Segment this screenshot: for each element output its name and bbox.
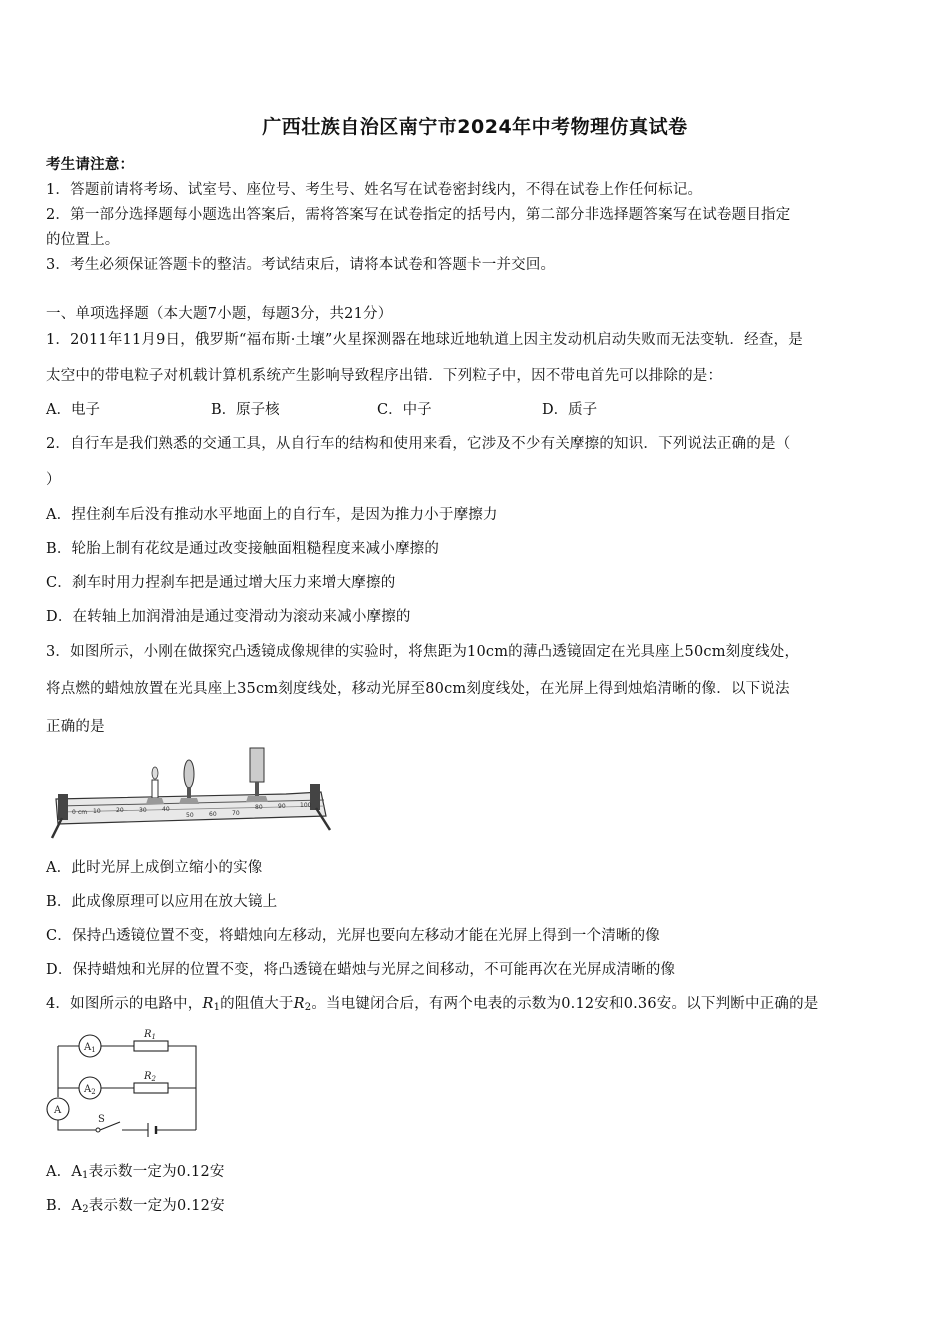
r2-symbol: R (293, 996, 305, 1012)
question-2-text: ） (46, 472, 61, 488)
option-a (46, 1160, 225, 1181)
option-b: B．此成像原理可以应用在放大镜上 (46, 894, 278, 910)
option-b (46, 1194, 225, 1215)
option-a: A．捏住刹车后没有推动水平地面上的自行车，是因为推力小于摩擦力 (46, 507, 498, 523)
option-a: A．电子 (46, 402, 100, 418)
optical-bench-figure (46, 744, 338, 842)
resistor-r1-label: R (144, 1029, 152, 1040)
scale-label: 40 (162, 806, 170, 813)
question-3-text: 3．如图所示，小刚在做探究凸透镜成像规律的实验时，将焦距为10cm的薄凸透镜固定在光具座上50cm刻度线处， (46, 644, 800, 660)
option-prefix: A．A (46, 1164, 83, 1180)
question-3-text: 正确的是 (46, 719, 105, 735)
scale-label: 80 (255, 804, 263, 811)
option-rest: 表示数一定为0.12安 (88, 1164, 225, 1180)
scale-label: 0 (72, 809, 76, 816)
notice-item: 3．考生必须保证答题卡的整洁。考试结束后，请将本试卷和答题卡一并交回。 (46, 257, 556, 273)
option-d: D．在转轴上加润滑油是通过变滑动为滚动来减小摩擦的 (46, 609, 411, 625)
r1-symbol: R (202, 996, 214, 1012)
question-3-text: 将点燃的蜡烛放置在光具座上35cm刻度线处，移动光屏至80cm刻度线处，在光屏上得到烛焰清晰的像．以下说法 (46, 681, 790, 697)
scale-unit: cm (78, 809, 88, 816)
option-d: D．保持蜡烛和光屏的位置不变，将凸透镜在蜡烛与光屏之间移动，不可能再次在光屏成清晰的像 (46, 962, 676, 978)
svg-text:A2 (83, 1084, 96, 1096)
option-c: C．保持凸透镜位置不变，将蜡烛向左移动，光屏也要向左移动才能在光屏上得到一个清晰的像 (46, 928, 660, 944)
page-title: 广西壮族自治区南宁市2024年中考物理仿真试卷 (262, 116, 688, 138)
svg-text:A1 (83, 1042, 96, 1054)
scale-label: 90 (278, 803, 286, 810)
ammeter-a1-label: A (84, 1042, 92, 1053)
question-4-text (46, 992, 818, 1013)
notice-item: 的位置上。 (46, 232, 120, 248)
resistor-r1-subscript: 1 (151, 1033, 156, 1041)
scale-label: 70 (232, 810, 240, 817)
question-1-text: 1．2011年11月9日，俄罗斯“福布斯·土壤”火星探测器在地球近地轨道上因主发动机启动失败而无法变轨．经查，是 (46, 332, 803, 348)
scale-label: 60 (209, 811, 217, 818)
option-b: B．原子核 (211, 402, 280, 418)
resistor-r2-label: R (144, 1071, 152, 1082)
section-heading: 一、单项选择题（本大题7小题，每题3分，共21分） (46, 306, 393, 322)
svg-text:R2 (143, 1071, 157, 1083)
switch-label: S (98, 1114, 105, 1125)
option-subscript: 2 (82, 1204, 89, 1215)
question-2-text: 2．自行车是我们熟悉的交通工具，从自行车的结构和使用来看，它涉及不少有关摩擦的知识．下列说法正确的是（ (46, 436, 791, 452)
r2-subscript: 2 (304, 1002, 312, 1013)
ammeter-a-label: A (54, 1105, 62, 1116)
question-text-part: 。当电键闭合后，有两个电表的示数为0.12安和0.36安。以下判断中正确的是 (311, 996, 819, 1012)
question-1-text: 太空中的带电粒子对机载计算机系统产生影响导致程序出错．下列粒子中，因不带电首先可以排除的是： (46, 368, 723, 384)
scale-label: 30 (139, 807, 147, 814)
scale-label: 50 (186, 812, 194, 819)
notice-item: 2．第一部分选择题每小题选出答案后，需将答案写在试卷指定的括号内，第二部分非选择题答案写在试卷题目指定 (46, 207, 791, 223)
scale-label: 20 (116, 807, 124, 814)
ammeter-a2-label: A (84, 1084, 92, 1095)
svg-text:R1 (143, 1029, 156, 1041)
option-prefix: B．A (46, 1198, 83, 1214)
option-c: C．刹车时用力捏刹车把是通过增大压力来增大摩擦的 (46, 575, 396, 591)
question-text-part: 4．如图所示的电路中， (46, 996, 203, 1012)
ammeter-a2-subscript: 2 (91, 1088, 96, 1096)
scale-label: 100 (300, 802, 312, 809)
notice-item: 1．答题前请将考场、试室号、座位号、考生号、姓名写在试卷密封线内，不得在试卷上作任何标记。 (46, 182, 703, 198)
resistor-r2-subscript: 2 (151, 1075, 156, 1083)
option-d: D．质子 (542, 402, 598, 418)
option-subscript: 1 (82, 1170, 89, 1181)
notice-heading: 考生请注意： (46, 156, 135, 173)
circuit-diagram (46, 1024, 206, 1142)
question-text-part: 的阻值大于 (220, 996, 294, 1012)
option-rest: 表示数一定为0.12安 (88, 1198, 225, 1214)
r1-subscript: 1 (213, 1002, 221, 1013)
ammeter-a1-subscript: 1 (91, 1046, 96, 1054)
option-c: C．中子 (377, 402, 432, 418)
option-a: A．此时光屏上成倒立缩小的实像 (46, 860, 263, 876)
option-b: B．轮胎上制有花纹是通过改变接触面粗糙程度来减小摩擦的 (46, 541, 440, 557)
scale-label: 10 (93, 808, 101, 815)
